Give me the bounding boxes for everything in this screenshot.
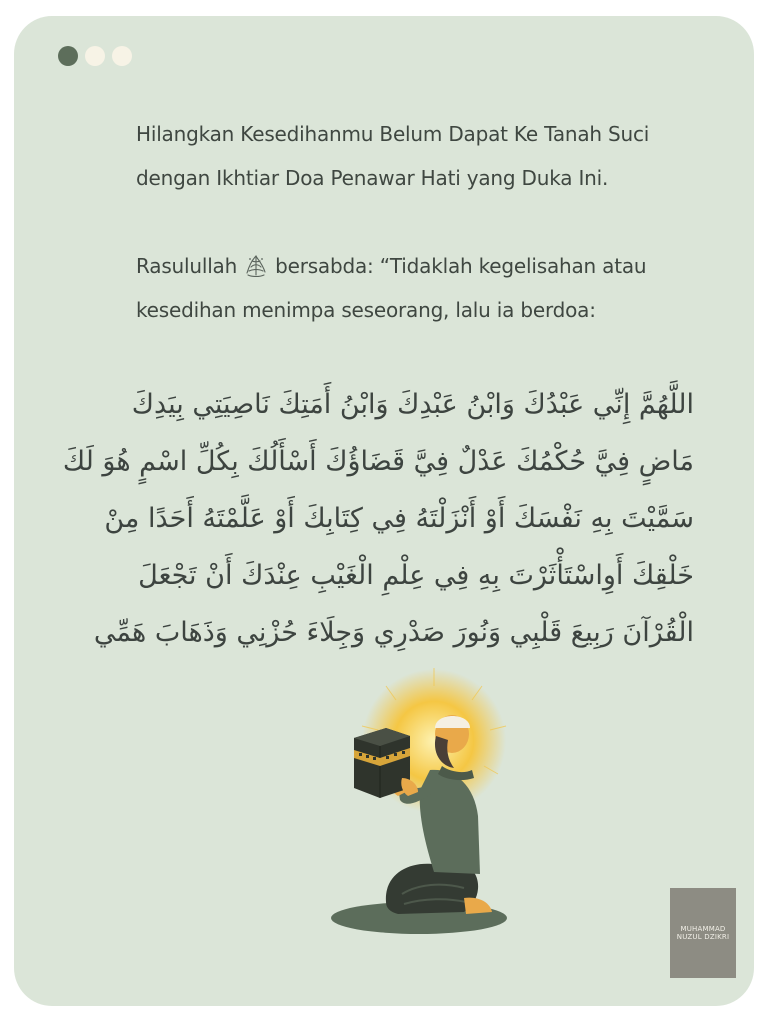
saw-calligraphy-icon <box>241 251 271 281</box>
window-dots <box>58 46 132 66</box>
dua-line: اللَّهُمَّ إِنِّي عَبْدُكَ وَابْنُ عَبْدِكَ وَابْنُ أَمَتِكَ نَاصِيَتِي بِيَدِكَ <box>131 389 694 420</box>
signature-line-2: NUZUL DZIKRI <box>676 933 730 941</box>
dua-line: الْقُرْآنَ رَبِيعَ قَلْبِي وَنُورَ صَدْرِي وَجِلَاءَ حُزْنِي وَذَهَابَ هَمِّي <box>93 617 694 648</box>
dua-arabic <box>62 376 694 661</box>
dot-dark <box>58 46 78 66</box>
hadith-intro-line-1 <box>136 244 696 288</box>
author-signature <box>670 888 736 978</box>
dot-light <box>85 46 105 66</box>
praying-illustration <box>314 666 534 966</box>
signature-line-1: MUHAMMAD <box>680 925 726 933</box>
dot-light <box>112 46 132 66</box>
bersabda-text: bersabda: “Tidaklah kegelisahan atau <box>275 254 647 278</box>
dua-line: سَمَّيْتَ بِهِ نَفْسَكَ أَوْ أَنْزَلْتَهُ فِي كِتَابِكَ أَوْ عَلَّمْتَهُ أَحَدًا مِنْ <box>104 503 694 534</box>
dua-line: خَلْقِكَ أَوِاسْتَأْثَرْتَ بِهِ فِي عِلْمِ الْغَيْبِ عِنْدَكَ أَنْ تَجْعَلَ <box>138 560 694 591</box>
intro-text <box>136 112 696 332</box>
kaaba-icon <box>354 728 410 798</box>
heading-line-1: Hilangkan Kesedihanmu Belum Dapat Ke Tanah Suci <box>136 122 650 146</box>
heading-line-2: dengan Ikhtiar Doa Penawar Hati yang Duka Ini. <box>136 166 609 190</box>
dua-line: مَاضٍ فِيَّ حُكْمُكَ عَدْلٌ فِيَّ قَضَاؤُكَ أَسْأَلُكَ بِكُلِّ اسْمٍ هُوَ لَكَ <box>62 446 694 477</box>
post-card <box>14 16 754 1006</box>
hadith-intro-line-2: kesedihan menimpa seseorang, lalu ia berdoa: <box>136 298 596 322</box>
rasulullah-text: Rasulullah <box>136 254 238 278</box>
